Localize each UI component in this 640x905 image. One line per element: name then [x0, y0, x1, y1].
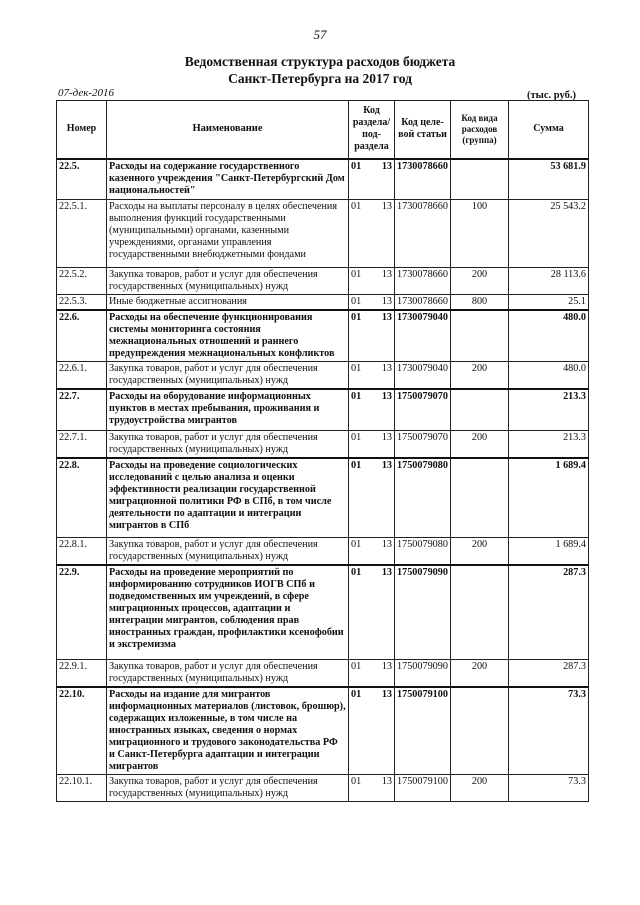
row-name: Закупка товаров, работ и услуг для обеспечения государственных (муниципальных) нужд	[107, 659, 349, 687]
row-amount: 25.1	[509, 295, 589, 311]
row-section-code	[349, 389, 395, 430]
row-target-code: 1750079080	[395, 458, 451, 538]
subsection-code: 13	[381, 775, 392, 787]
row-name: Закупка товаров, работ и услуг для обеспечения государственных (муниципальных) нужд	[107, 774, 349, 801]
header-target-code: Код целе-вой статьи	[395, 101, 451, 159]
row-section-code	[349, 565, 395, 659]
document-title-line-1: Ведомственная структура расходов бюджета	[184, 54, 456, 69]
row-number: 22.9.	[57, 565, 107, 659]
table-row	[57, 659, 589, 687]
table-row	[57, 538, 589, 566]
row-section-code	[349, 362, 395, 390]
section-code: 01	[351, 688, 362, 700]
row-number: 22.5.2.	[57, 268, 107, 295]
section-code: 01	[351, 567, 362, 578]
table-row	[57, 565, 589, 659]
section-code: 01	[351, 660, 362, 672]
row-section-code	[349, 538, 395, 566]
row-number: 22.7.1.	[57, 430, 107, 458]
row-number: 22.6.1.	[57, 362, 107, 390]
subsection-code: 13	[381, 391, 392, 402]
document-title-line-2: Санкт-Петербурга на 2017 год	[228, 71, 412, 86]
document-date: 07-дек-2016	[58, 87, 115, 99]
section-code: 01	[351, 269, 362, 280]
subsection-code: 13	[381, 539, 392, 550]
section-code: 01	[351, 363, 362, 374]
row-expense-type	[451, 458, 509, 538]
row-expense-type: 200	[451, 268, 509, 295]
row-name: Закупка товаров, работ и услуг для обеспечения государственных (муниципальных) нужд	[107, 430, 349, 458]
row-amount: 73.3	[509, 687, 589, 775]
row-expense-type	[451, 565, 509, 659]
row-target-code: 1750079100	[395, 687, 451, 775]
section-code: 01	[351, 160, 362, 172]
row-amount: 28 113.6	[509, 268, 589, 295]
row-expense-type	[451, 159, 509, 200]
table-row	[57, 389, 589, 430]
row-number: 22.9.1.	[57, 659, 107, 687]
row-number: 22.8.1.	[57, 538, 107, 566]
row-target-code: 1750079080	[395, 538, 451, 566]
row-target-code: 1730078660	[395, 159, 451, 200]
table-row	[57, 268, 589, 295]
row-section-code	[349, 159, 395, 200]
row-number: 22.5.	[57, 159, 107, 200]
row-name: Расходы на содержание государственного казенного учреждения "Санкт-Петербургский Дом национальностей"	[107, 159, 349, 200]
header-section-code: Код раздела/ под-раздела	[349, 101, 395, 159]
subsection-code: 13	[381, 296, 392, 307]
section-code: 01	[351, 201, 362, 212]
row-expense-type: 100	[451, 200, 509, 268]
section-code: 01	[351, 312, 362, 323]
page-number: 57	[313, 27, 327, 42]
table-row	[57, 430, 589, 458]
row-name: Закупка товаров, работ и услуг для обеспечения государственных (муниципальных) нужд	[107, 538, 349, 566]
row-section-code	[349, 200, 395, 268]
row-expense-type: 800	[451, 295, 509, 311]
row-target-code: 1750079090	[395, 659, 451, 687]
row-number: 22.5.1.	[57, 200, 107, 268]
subsection-code: 13	[381, 431, 392, 443]
row-expense-type: 200	[451, 430, 509, 458]
row-target-code: 1750079070	[395, 430, 451, 458]
table-row	[57, 362, 589, 390]
row-target-code: 1730078660	[395, 268, 451, 295]
row-amount: 480.0	[509, 310, 589, 362]
section-code: 01	[351, 459, 362, 471]
row-number: 22.5.3.	[57, 295, 107, 311]
row-section-code	[349, 310, 395, 362]
row-name: Иные бюджетные ассигнования	[107, 295, 349, 311]
section-code: 01	[351, 775, 362, 787]
row-target-code: 1730079040	[395, 362, 451, 390]
row-amount: 73.3	[509, 774, 589, 801]
section-code: 01	[351, 391, 362, 402]
row-number: 22.6.	[57, 310, 107, 362]
row-section-code	[349, 295, 395, 311]
table-row	[57, 774, 589, 801]
row-section-code	[349, 687, 395, 775]
table-row	[57, 310, 589, 362]
row-target-code: 1730079040	[395, 310, 451, 362]
table-row	[57, 159, 589, 200]
row-target-code: 1750079100	[395, 774, 451, 801]
row-name: Расходы на проведение социологических исследований с целью анализа и оценки эффективности реализации государственной миграционной политики РФ в СПб, в том числе деятельности по адаптации и интеграции мигрантов в СПб	[107, 458, 349, 538]
budget-structure-table	[56, 100, 589, 802]
subsection-code: 13	[381, 160, 392, 172]
row-name: Расходы на выплаты персоналу в целях обеспечения выполнения функций государственными (муниципальными) органами, казенными учреждениями, органами управления государственными внебюджетными фондами	[107, 200, 349, 268]
subsection-code: 13	[381, 312, 392, 323]
table-header-row	[57, 101, 589, 159]
units-label: (тыс. руб.)	[527, 90, 576, 101]
subsection-code: 13	[381, 688, 392, 700]
row-expense-type: 200	[451, 659, 509, 687]
row-number: 22.10.	[57, 687, 107, 775]
row-expense-type: 200	[451, 538, 509, 566]
row-section-code	[349, 430, 395, 458]
row-target-code: 1730078660	[395, 200, 451, 268]
row-expense-type	[451, 389, 509, 430]
section-code: 01	[351, 539, 362, 550]
row-expense-type	[451, 687, 509, 775]
row-expense-type	[451, 310, 509, 362]
row-section-code	[349, 458, 395, 538]
subsection-code: 13	[381, 660, 392, 672]
row-amount: 480.0	[509, 362, 589, 390]
table-row	[57, 458, 589, 538]
row-section-code	[349, 659, 395, 687]
section-code: 01	[351, 296, 362, 307]
table-row	[57, 295, 589, 311]
header-amount: Сумма	[509, 101, 589, 159]
row-number: 22.7.	[57, 389, 107, 430]
row-expense-type: 200	[451, 774, 509, 801]
row-expense-type: 200	[451, 362, 509, 390]
row-amount: 213.3	[509, 389, 589, 430]
row-name: Расходы на издание для мигрантов информационных материалов (листовок, брошюр), содержащих изложенные, в том числе на иностранных языках, сведения о нормах миграционного и трудового законодательства РФ и Санкт-Петербурга адаптации и интеграции мигрантов	[107, 687, 349, 775]
row-amount: 25 543.2	[509, 200, 589, 268]
row-target-code: 1750079090	[395, 565, 451, 659]
table-row	[57, 200, 589, 268]
header-number: Номер	[57, 101, 107, 159]
row-name: Расходы на обеспечение функционирования системы мониторинга состояния межнациональных отношений и раннего предупреждения межнациональных конфликтов	[107, 310, 349, 362]
section-code: 01	[351, 431, 362, 443]
row-number: 22.8.	[57, 458, 107, 538]
row-name: Закупка товаров, работ и услуг для обеспечения государственных (муниципальных) нужд	[107, 362, 349, 390]
row-target-code: 1750079070	[395, 389, 451, 430]
row-section-code	[349, 774, 395, 801]
header-expense-type-code: Код вида расходов (группа)	[451, 101, 509, 159]
header-name: Наименование	[107, 101, 349, 159]
row-amount: 287.3	[509, 659, 589, 687]
row-name: Закупка товаров, работ и услуг для обеспечения государственных (муниципальных) нужд	[107, 268, 349, 295]
row-amount: 1 689.4	[509, 538, 589, 566]
subsection-code: 13	[381, 459, 392, 471]
row-amount: 1 689.4	[509, 458, 589, 538]
row-amount: 213.3	[509, 430, 589, 458]
row-number: 22.10.1.	[57, 774, 107, 801]
subsection-code: 13	[381, 269, 392, 280]
table-row	[57, 687, 589, 775]
subsection-code: 13	[381, 201, 392, 212]
subsection-code: 13	[381, 363, 392, 374]
row-target-code: 1730078660	[395, 295, 451, 311]
row-name: Расходы на оборудование информационных пунктов в местах пребывания, проживания и трудоустройства мигрантов	[107, 389, 349, 430]
row-section-code	[349, 268, 395, 295]
subsection-code: 13	[381, 567, 392, 578]
row-amount: 287.3	[509, 565, 589, 659]
row-name: Расходы на проведение мероприятий по информированию сотрудников ИОГВ СПб и подведомственных им учреждений, в сфере миграционных процессов, адаптации и интеграции мигрантов, соблюдения прав иностранных граждан, профилактики ксенофобии и экстремизма	[107, 565, 349, 659]
row-amount: 53 681.9	[509, 159, 589, 200]
